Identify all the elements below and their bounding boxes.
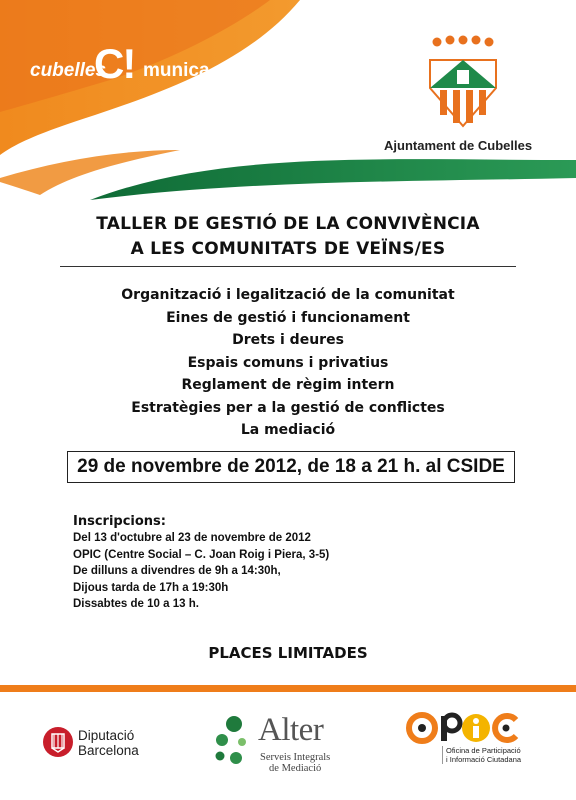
topic-item: La mediació [240,422,336,438]
topic-item: Estratègies per a la gestió de conflictes [131,399,445,416]
title-line-2: A LES COMUNITATS DE VEÏNS/ES [130,239,446,259]
opic-subtitle [442,746,521,764]
alter-subtitle [260,752,330,774]
brand-c-mark: C! [94,40,135,87]
title-divider [60,266,516,267]
diputacio-line-2: Barcelona [78,743,139,758]
cubelles-comunica-logo [30,38,230,98]
diputacio-seal-icon [42,726,74,758]
inscripcions-line: Del 13 d'octubre al 23 de novembre de 2012 [73,532,311,544]
diputacio-text [78,728,139,758]
brand-munica: munica [143,60,210,81]
inscripcions-section [73,513,493,613]
topic-item: Reglament de règim intern [181,377,395,393]
inscripcions-line: De dilluns a divendres de 9h a 14:30h, [73,565,281,577]
opic-wordmark-icon [406,712,526,744]
topic-item: Espais comuns i privatius [187,354,389,371]
brand-cubelles: cubelles [30,60,107,81]
footer-divider [0,685,576,692]
event-date-box: 29 de novembre de 2012, de 18 a 21 h. al CSIDE [67,451,515,483]
diputacio-line-1: Diputació [78,728,135,743]
inscripcions-title: Inscripcions: [73,514,166,529]
opic-sub-line-1: Oficina de Participació [446,746,521,755]
topic-list [60,284,516,442]
alter-logo [212,712,362,782]
topic-item: Eines de gestió i funcionament [166,309,410,326]
inscripcions-list [73,530,493,613]
inscripcions-line: Dijous tarda de 17h a 19:30h [73,581,229,594]
alter-word: Alter [258,712,324,748]
coat-of-arms-icon [360,30,570,130]
topic-item: Organització i legalització de la comunitat [121,287,455,303]
alter-dots-icon [212,714,258,774]
opic-logo [406,712,546,772]
diputacio-logo [42,726,182,764]
opic-sub-line-2: i Informació Ciutadana [446,755,522,764]
inscripcions-line: OPIC (Centre Social – C. Joan Roig i Piera, 3-5) [73,548,330,561]
ajuntament-logo [360,30,570,160]
inscripcions-line: Dissabtes de 10 a 13 h. [73,598,199,610]
page-title [60,212,516,262]
alter-sub-line-2: de Mediació [269,763,322,774]
alter-sub-line-1: Serveis Integrals [260,752,331,763]
ajuntament-label: Ajuntament de Cubelles [384,138,533,153]
title-line-1: TALLER DE GESTIÓ DE LA CONVIVÈNCIA [96,214,480,234]
places-limitades: PLACES LIMITADES [208,644,368,662]
topic-item: Drets i deures [232,332,344,348]
green-swoosh [90,159,576,200]
